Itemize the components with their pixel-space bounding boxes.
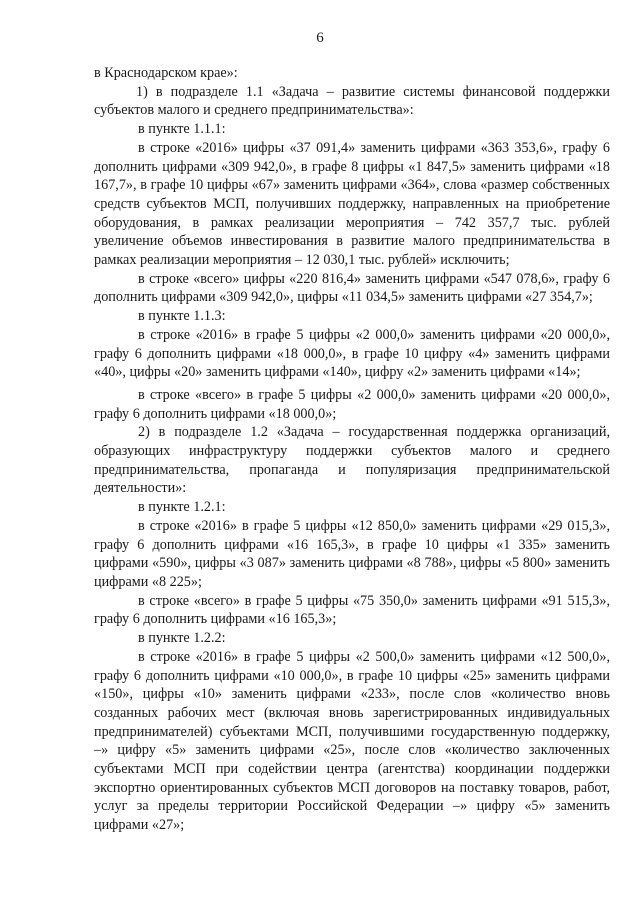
paragraph-item-1-2-1-2016: в строке «2016» в графе 5 цифры «12 850,0» заменить цифрами «29 015,3», графу 6 дополнить цифрами «16 165,3», в графе 10 цифры «1 335» заменить цифрами «590», цифры «3 087» заменить цифрами «8 788», цифры «5 800» заменить цифрами «8 225»; <box>94 517 610 590</box>
paragraph-continuation: в Краснодарском крае»: <box>94 65 238 81</box>
paragraph-item-1-2-1: в пункте 1.2.1: <box>138 499 226 516</box>
paragraph-subsection-1-2: 2) в подразделе 1.2 «Задача – государственная поддержка организаций, образующих инфраструктуру поддержки субъектов малого и среднего предпринимательства, пропаганда и популяризация предпринимательской деятельности»: <box>94 424 610 497</box>
paragraph-item-1-2-2-2016: в строке «2016» в графе 5 цифры «2 500,0» заменить цифрами «12 500,0», графу 6 дополнить цифрами «10 000,0», в графе 10 цифры «25» заменить цифрами «150», цифры «10» заменить цифрами «233», после слов «количество вновь созданных рабочих мест (включая вновь зарегистрированных индивидуальных предпринимателей) субъектами МСП, получившими государственную поддержку, –» цифру «5» заменить цифрами «25», после слов «количество заключенных субъектами МСП при содействии центра (агентства) координации поддержки экспортно ориентированных субъектов МСП договоров на поставку товаров, работ, услуг за пределы территории Российской Федерации –» цифру «5» заменить цифрами «27»; <box>94 648 610 834</box>
paragraph-item-1-1-1: в пункте 1.1.1: <box>138 121 226 138</box>
paragraph-subsection-1-1: 1) в подразделе 1.1 «Задача – развитие системы финансовой поддержки субъектов малого и среднего предпринимательства»: <box>94 83 610 119</box>
paragraph-item-1-2-2: в пункте 1.2.2: <box>138 630 226 647</box>
page-number: 6 <box>316 30 324 46</box>
paragraph-item-1-1-3: в пункте 1.1.3: <box>138 308 226 325</box>
paragraph-item-1-1-1-total: в строке «всего» цифры «220 816,4» заменить цифрами «547 078,6», графу 6 дополнить цифрами «309 942,0», цифры «11 034,5» заменить цифрами «27 354,7»; <box>94 270 610 306</box>
document-body <box>94 64 610 835</box>
paragraph-item-1-2-1-total: в строке «всего» в графе 5 цифры «75 350,0» заменить цифрами «91 515,3», графу 6 дополнить цифрами «16 165,3»; <box>94 592 610 628</box>
paragraph-item-1-1-3-2016: в строке «2016» в графе 5 цифры «2 000,0» заменить цифрами «20 000,0», графу 6 дополнить цифрами «18 000,0», в графе 10 цифру «4» заменить цифрами «40», цифры «20» заменить цифрами «140», цифру «2» заменить цифрами «14»; <box>94 326 610 381</box>
paragraph-item-1-1-1-2016: в строке «2016» цифры «37 091,4» заменить цифрами «363 353,6», графу 6 дополнить цифрами «309 942,0», в графе 8 цифры «1 847,5» заменить цифрами «18 167,7», в графе 10 цифры «67» заменить цифрами «364», слова «размер собственных средств субъектов МСП, получивших поддержку, направленных на приобретение оборудования, в рамках реализации мероприятия – 742 357,7 тыс. рублей увеличение объемов инвестирования в развитие малого предпринимательства в рамках реализации мероприятия – 12 030,1 тыс. рублей» исключить; <box>94 139 610 269</box>
paragraph-item-1-1-3-total: в строке «всего» в графе 5 цифры «2 000,0» заменить цифрами «20 000,0», графу 6 дополнить цифрами «18 000,0»; <box>94 386 610 422</box>
